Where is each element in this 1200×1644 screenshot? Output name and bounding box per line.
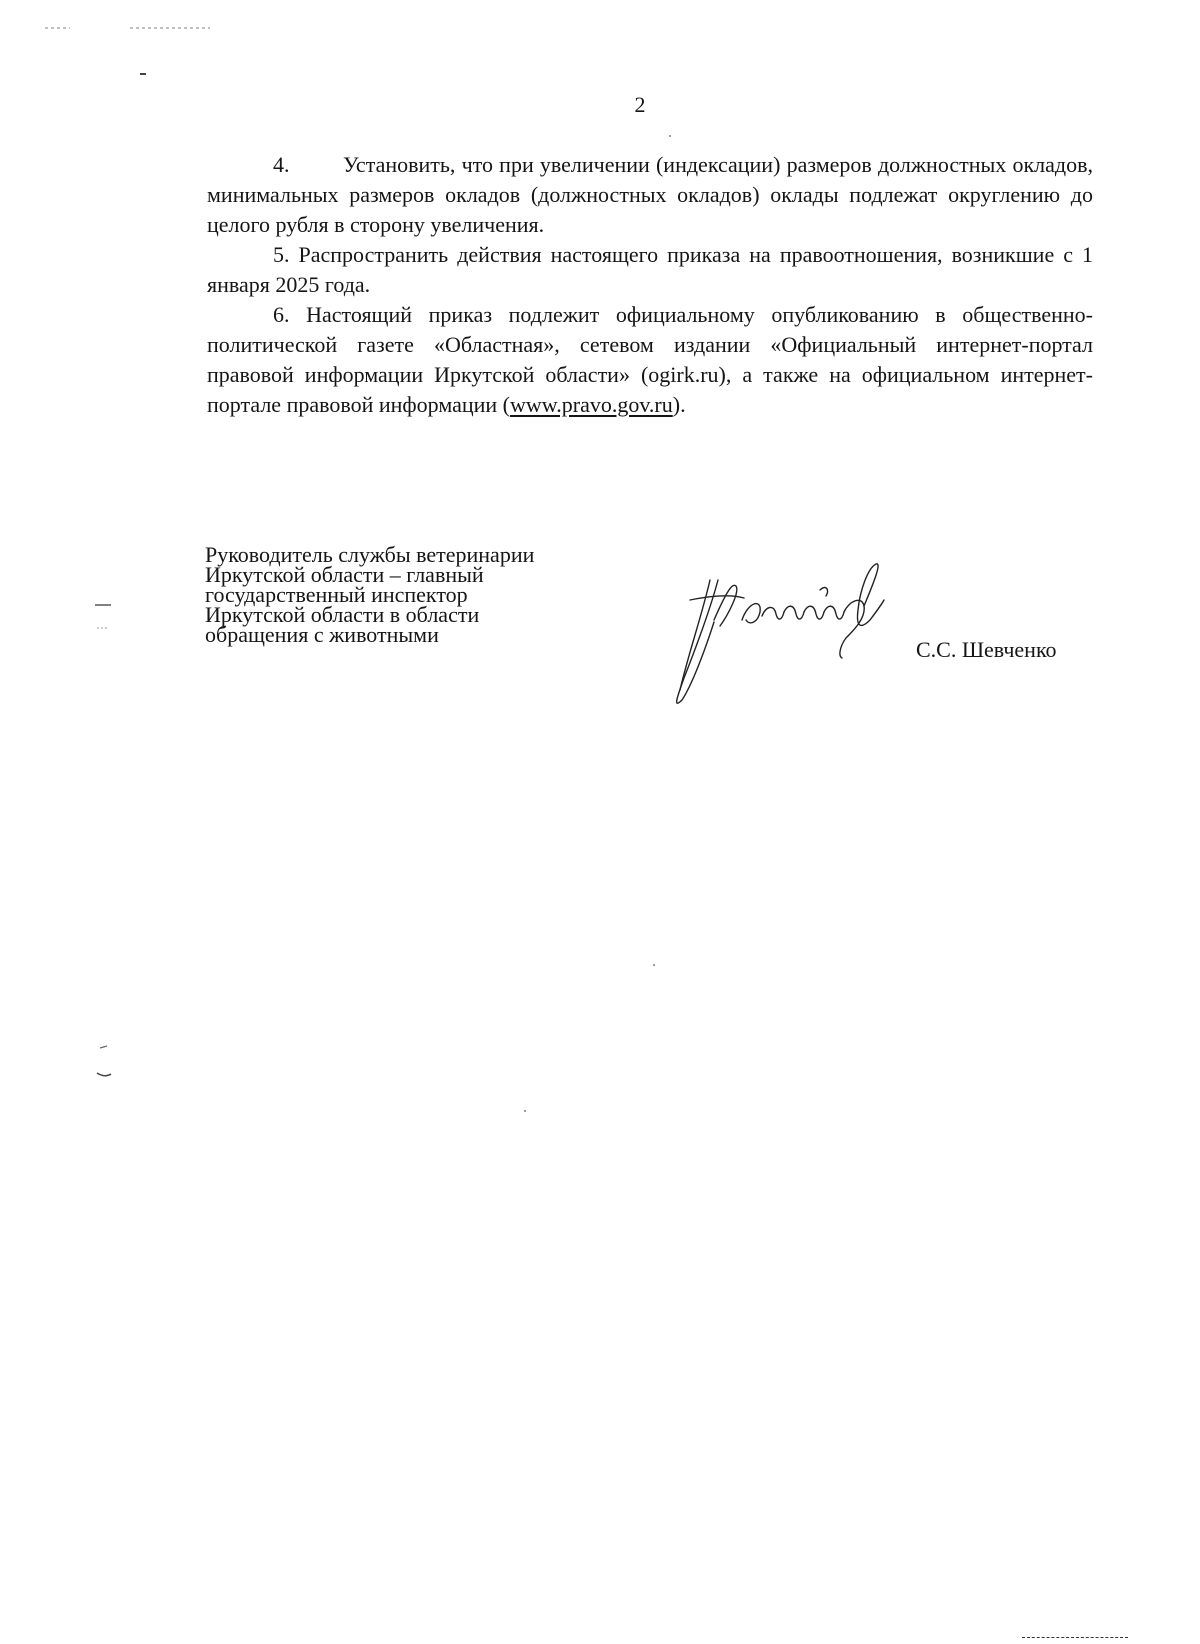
position-line: Иркутской области – главный — [205, 562, 484, 587]
paragraph-6-text: 6. Настоящий приказ подлежит официальному опубликованию в общественно-политической газете «Областная», сетевом издании «Официальный интернет-портал правовой информации Иркутской области» (ogirk.ru), а также на официальном интернет-портале правовой информации ( — [207, 302, 1093, 417]
signatory-position — [205, 542, 535, 647]
order-body — [207, 150, 1093, 420]
pravo-gov-link[interactable]: www.pravo.gov.ru — [510, 392, 673, 417]
handwritten-signature — [670, 560, 930, 710]
paragraph-4-number: 4. — [273, 152, 290, 177]
position-line: Руководитель службы ветеринарии — [205, 542, 535, 567]
position-line: Иркутской области в области — [205, 602, 480, 627]
page-number: 2 — [634, 92, 646, 117]
position-line: обращения с животными — [205, 622, 439, 647]
position-line: государственный инспектор — [205, 582, 468, 607]
paragraph-5: 5. Распространить действия настоящего приказа на правоотношения, возникшие с 1 января 2025 года. — [207, 242, 1093, 297]
paragraph-6 — [207, 300, 1093, 420]
scan-artifact-left — [85, 600, 125, 1100]
footer-rule — [1022, 1637, 1128, 1638]
signatory-name: С.С. Шевченко — [916, 637, 1057, 662]
scan-artifact-top — [40, 22, 240, 82]
paragraph-6-text-end: ). — [672, 392, 686, 417]
paragraph-4 — [207, 150, 1093, 240]
paragraph-4-text: Установить, что при увеличении (индексации) размеров должностных окладов, минимальных размеров окладов (должностных окладов) оклады подлежат округлению до целого рубля в сторону увеличения. — [207, 152, 1093, 237]
